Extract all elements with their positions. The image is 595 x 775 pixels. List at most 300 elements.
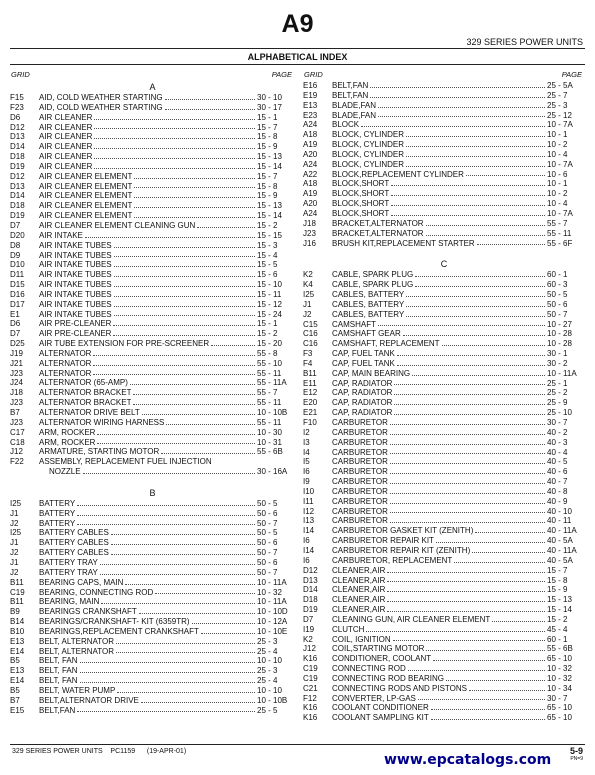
leader-dots xyxy=(94,168,255,169)
leader-dots xyxy=(406,136,545,137)
index-entry xyxy=(303,101,585,111)
page-ref: 50 - 7 xyxy=(547,309,568,319)
page-ref: 15 - 7 xyxy=(257,122,278,132)
leader-dots xyxy=(390,483,545,484)
grid-ref: K16 xyxy=(303,654,318,664)
index-entry xyxy=(303,140,585,150)
leader-dots xyxy=(201,633,255,634)
index-entry xyxy=(303,379,585,389)
page-ref: 10 - 28 xyxy=(547,339,572,349)
index-entry xyxy=(10,172,295,182)
page-ref: 15 - 1 xyxy=(257,112,278,122)
index-entry xyxy=(10,676,295,686)
index-entry xyxy=(303,120,585,130)
entry-description: AIR INTAKE TUBES xyxy=(39,260,112,270)
leader-dots xyxy=(391,195,545,196)
index-entry xyxy=(10,359,295,369)
leader-dots xyxy=(390,503,545,504)
leader-dots xyxy=(77,505,255,506)
entry-description: CABLES, BATTERY xyxy=(332,290,405,300)
entry-description: BELT, ALTERNATOR xyxy=(39,636,114,646)
page-ref: 10 - 2 xyxy=(547,140,568,150)
page-ref: 15 - 13 xyxy=(257,201,282,211)
leader-dots xyxy=(390,453,545,454)
index-entry xyxy=(10,696,295,706)
entry-description: CARBURETOR GASKET KIT (ZENITH) xyxy=(332,526,474,536)
grid-ref: I6 xyxy=(303,467,310,477)
index-entry xyxy=(10,191,295,201)
leader-dots xyxy=(387,611,545,612)
page-ref: 60 - 1 xyxy=(547,270,568,280)
entry-description: COOLANT CONDITIONER xyxy=(332,703,429,713)
index-entry xyxy=(303,270,585,280)
page-ref: 30 - 10 xyxy=(257,93,282,102)
grid-ref: F3 xyxy=(303,349,313,359)
entry-description: CARBURETOR xyxy=(332,418,388,427)
leader-dots xyxy=(114,296,255,297)
page-ref: 30 - 7 xyxy=(547,418,568,427)
leader-dots xyxy=(139,613,255,614)
index-entry xyxy=(10,568,295,578)
entry-description: ARM, ROCKER xyxy=(39,427,96,437)
grid-ref: D13 xyxy=(10,181,25,191)
grid-ref: I25 xyxy=(10,498,22,508)
leader-dots xyxy=(394,394,545,395)
grid-ref: D19 xyxy=(10,211,25,221)
leader-dots xyxy=(165,99,255,100)
leader-dots xyxy=(387,601,545,602)
index-entry xyxy=(10,162,295,172)
index-entry xyxy=(303,229,585,239)
entry-description: ALTERNATOR BRACKET xyxy=(39,398,132,408)
leader-dots xyxy=(370,97,545,98)
grid-ref: J16 xyxy=(303,238,316,248)
entry-description: BATTERY CABLES xyxy=(39,538,109,548)
index-entry xyxy=(10,617,295,627)
index-entry xyxy=(303,615,585,625)
grid-ref: D6 xyxy=(10,319,21,329)
page-header: PAGE xyxy=(271,70,292,79)
grid-ref: E23 xyxy=(303,110,318,120)
page-ref: 15 - 2 xyxy=(547,614,568,624)
leader-dots xyxy=(418,699,545,700)
grid-ref: C21 xyxy=(303,683,318,693)
index-entry xyxy=(303,644,585,654)
leader-dots xyxy=(403,335,545,336)
grid-ref: B11 xyxy=(10,577,24,587)
leader-dots xyxy=(111,544,255,545)
entry-description: ALTERNATOR WIRING HARNESS xyxy=(39,417,165,427)
leader-dots xyxy=(394,414,545,415)
entry-description: CABLE, SPARK PLUG xyxy=(332,270,414,280)
grid-ref: I2 xyxy=(303,427,310,437)
index-entry xyxy=(10,418,295,428)
page-ref: 25 - 1 xyxy=(547,378,568,388)
leader-dots xyxy=(125,584,255,585)
entry-description: CAP, RADIATOR xyxy=(332,378,393,388)
grid-ref: J2 xyxy=(10,567,19,577)
index-entry xyxy=(10,538,295,548)
index-entry xyxy=(10,123,295,133)
grid-ref: D13 xyxy=(10,132,25,142)
index-entry xyxy=(10,290,295,300)
page-ref: 30 - 16A xyxy=(257,467,288,477)
entry-description: BELT, FAN xyxy=(39,656,78,666)
page-ref: 10 - 27 xyxy=(547,319,572,329)
leader-dots xyxy=(94,128,255,129)
grid-ref: B5 xyxy=(10,685,20,695)
index-title-rule xyxy=(10,64,585,65)
leader-dots xyxy=(130,384,255,385)
entry-description: CLEANER,AIR xyxy=(332,565,386,575)
page-ref: 10 - 10D xyxy=(257,607,288,617)
index-entry xyxy=(303,219,585,229)
leader-dots xyxy=(165,109,255,110)
index-entry xyxy=(10,597,295,607)
grid-ref: D12 xyxy=(10,171,25,181)
page-ref: 55 - 11 xyxy=(547,228,572,238)
index-entry xyxy=(10,666,295,676)
leader-dots xyxy=(361,126,545,127)
grid-ref: A20 xyxy=(303,149,318,159)
index-entry xyxy=(10,588,295,598)
grid-ref: K16 xyxy=(303,713,318,723)
page-ref: 55 - 11 xyxy=(257,368,282,378)
grid-ref: A18 xyxy=(303,179,318,189)
leader-dots xyxy=(94,158,255,159)
index-entry xyxy=(303,170,585,180)
index-entry xyxy=(10,647,295,657)
grid-ref: J23 xyxy=(303,228,316,238)
leader-dots xyxy=(85,237,255,238)
index-entry xyxy=(10,509,295,519)
entry-description: CLUTCH xyxy=(332,624,365,634)
entry-description: CAP, FUEL TANK xyxy=(332,358,395,368)
page-ref: 10 - 11A xyxy=(257,577,287,587)
entry-description: CAP, FUEL TANK xyxy=(332,349,395,359)
index-entry xyxy=(303,408,585,418)
grid-ref: D6 xyxy=(10,112,21,122)
entry-description: AIR INTAKE xyxy=(39,230,83,240)
leader-dots xyxy=(466,175,545,176)
leader-dots xyxy=(431,709,545,710)
page-ref: 15 - 2 xyxy=(257,329,278,339)
grid-ref: J18 xyxy=(303,218,316,228)
leader-dots xyxy=(114,315,255,316)
page-ref: 15 - 13 xyxy=(257,152,282,162)
grid-ref: I10 xyxy=(303,486,315,496)
entry-description: BLOCK,SHORT xyxy=(332,179,390,189)
grid-ref: D25 xyxy=(10,339,25,349)
grid-header: GRID xyxy=(11,70,30,79)
page-ref: 30 - 17 xyxy=(257,102,282,112)
index-entry xyxy=(10,438,295,448)
index-entry xyxy=(303,703,585,713)
page-ref: 10 - 11A xyxy=(547,368,577,378)
entry-description: CAMSHAFT xyxy=(332,319,376,329)
index-entry xyxy=(303,526,585,536)
index-entry xyxy=(10,201,295,211)
page-ref: 10 - 10B xyxy=(257,408,288,417)
leader-dots xyxy=(97,443,255,444)
grid-ref: A20 xyxy=(303,199,318,209)
grid-ref: E14 xyxy=(10,676,25,686)
leader-dots xyxy=(397,365,545,366)
grid-ref: E13 xyxy=(303,100,318,110)
leader-dots xyxy=(134,217,255,218)
entry-description: CARBURETOR xyxy=(332,437,388,447)
leader-dots xyxy=(134,197,255,198)
index-entry xyxy=(303,507,585,517)
leader-dots xyxy=(426,650,545,651)
grid-ref: I14 xyxy=(303,526,315,536)
entry-description: BELT,FAN xyxy=(332,90,369,100)
index-entry xyxy=(303,369,585,379)
entry-description: BLOCK,REPLACEMENT CYLINDER xyxy=(332,169,464,179)
page-ref: 10 - 32 xyxy=(547,673,572,683)
page-ref: 10 - 4 xyxy=(547,199,568,209)
leader-dots xyxy=(113,325,255,326)
leader-dots xyxy=(426,235,545,236)
index-entry xyxy=(303,239,585,249)
page-ref: 10 - 34 xyxy=(547,683,572,693)
page-ref: 10 - 7A xyxy=(547,120,573,130)
leader-dots xyxy=(390,463,545,464)
leader-dots xyxy=(406,146,545,147)
grid-ref: K16 xyxy=(303,703,318,713)
grid-ref: E13 xyxy=(10,666,25,676)
leader-dots xyxy=(77,515,255,516)
page-ref: 10 - 7A xyxy=(547,159,573,169)
grid-ref: I11 xyxy=(303,496,314,506)
leader-dots xyxy=(83,473,255,474)
leader-dots xyxy=(94,138,255,139)
page-ref: 30 - 7 xyxy=(547,693,568,703)
page-ref: 15 - 7 xyxy=(547,565,568,575)
leader-dots xyxy=(161,453,255,454)
leader-dots xyxy=(394,404,545,405)
entry-description: CARBURETOR xyxy=(332,496,388,506)
page-ref: 40 - 9 xyxy=(547,496,568,506)
index-entry xyxy=(303,556,585,566)
leader-dots xyxy=(114,286,255,287)
grid-ref: A24 xyxy=(303,159,318,169)
page-ref: 50 - 6 xyxy=(257,538,278,548)
index-entry xyxy=(303,595,585,605)
leader-dots xyxy=(134,187,255,188)
entry-description: AIR CLEANER ELEMENT CLEANING GUN xyxy=(39,220,196,230)
grid-ref: J21 xyxy=(10,358,23,368)
leader-dots xyxy=(472,552,545,553)
grid-ref: J12 xyxy=(303,644,316,654)
grid-ref: B10 xyxy=(10,626,25,636)
page-ref: 55 - 10 xyxy=(257,358,282,368)
page-ref: 10 - 11A xyxy=(257,597,287,607)
grid-ref: F12 xyxy=(303,693,317,703)
page-ref: 40 - 2 xyxy=(547,427,568,437)
entry-description: BLADE,FAN xyxy=(332,110,377,120)
leader-dots xyxy=(117,692,255,693)
index-title: ALPHABETICAL INDEX xyxy=(247,52,348,62)
grid-header: GRID xyxy=(304,70,323,79)
grid-ref: K4 xyxy=(303,280,313,290)
index-entry xyxy=(303,605,585,615)
entry-description: BATTERY CABLES xyxy=(39,528,109,538)
page-ref: 55 - 7 xyxy=(257,388,278,398)
leader-dots xyxy=(406,156,545,157)
page-ref: 50 - 7 xyxy=(257,548,278,558)
page-ref: 40 - 6 xyxy=(547,467,568,477)
grid-ref: D13 xyxy=(303,575,318,585)
page-ref: 65 - 10 xyxy=(547,713,572,723)
entry-description: BEARINGS CRANKSHAFT xyxy=(39,607,137,617)
index-entry xyxy=(10,231,295,241)
entry-description: AIR INTAKE TUBES xyxy=(39,289,112,299)
entry-description: BATTERY TRAY xyxy=(39,567,98,577)
grid-ref: D19 xyxy=(10,161,25,171)
page-ref: 60 - 3 xyxy=(547,280,568,290)
leader-dots xyxy=(406,166,545,167)
index-entry xyxy=(303,674,585,684)
page-ref: 10 - 32 xyxy=(257,587,282,597)
index-entry xyxy=(303,694,585,704)
grid-ref: A22 xyxy=(303,169,318,179)
page-ref: 50 - 5 xyxy=(257,528,278,538)
page-ref: 40 - 11 xyxy=(547,516,572,526)
grid-ref: D7 xyxy=(303,614,314,624)
entry-description: AIR INTAKE TUBES xyxy=(39,280,112,290)
leader-dots xyxy=(94,119,255,120)
index-entry xyxy=(10,656,295,666)
entry-description: AIR INTAKE TUBES xyxy=(39,250,112,260)
entry-description: AIR TUBE EXTENSION FOR PRE-SCREENER xyxy=(39,339,210,349)
entry-description: ASSEMBLY, REPLACEMENT FUEL INJECTION xyxy=(39,457,212,467)
index-entry xyxy=(10,300,295,310)
grid-ref: K2 xyxy=(303,634,313,644)
grid-ref: I9 xyxy=(303,477,310,487)
entry-description: AIR CLEANER xyxy=(39,142,93,152)
leader-dots xyxy=(141,702,255,703)
page-ref: 15 - 8 xyxy=(547,575,568,585)
leader-dots xyxy=(390,522,545,523)
entry-description: BLOCK xyxy=(332,120,360,130)
grid-ref: B14 xyxy=(10,617,25,627)
page-ref: 30 - 2 xyxy=(547,358,568,368)
grid-ref: E11 xyxy=(303,378,317,388)
page-ref: 15 - 4 xyxy=(257,250,278,260)
index-entry xyxy=(303,428,585,438)
index-entry xyxy=(303,585,585,595)
entry-description: AIR CLEANER xyxy=(39,152,93,162)
page-ref: 55 - 6B xyxy=(257,447,283,457)
page-ref: 15 - 9 xyxy=(547,585,568,595)
entry-description: AIR INTAKE TUBES xyxy=(39,309,112,319)
grid-ref: J12 xyxy=(10,447,23,457)
grid-ref: D12 xyxy=(303,565,318,575)
index-entry xyxy=(303,566,585,576)
index-entry xyxy=(303,280,585,290)
index-entry xyxy=(10,329,295,339)
index-entry xyxy=(303,388,585,398)
grid-ref: I5 xyxy=(303,457,310,467)
entry-description: BATTERY xyxy=(39,518,76,528)
grid-ref: A19 xyxy=(303,189,318,199)
page-ref: 15 - 14 xyxy=(257,211,282,221)
leader-dots xyxy=(426,225,545,226)
entry-description: BLOCK,SHORT xyxy=(332,208,390,218)
grid-ref: D7 xyxy=(10,220,21,230)
page-ref: 15 - 13 xyxy=(547,595,572,605)
leader-dots xyxy=(134,207,255,208)
index-entry xyxy=(10,251,295,261)
entry-description: CAP, MAIN BEARING xyxy=(332,368,411,378)
page-ref: 40 - 5 xyxy=(547,457,568,467)
index-entry xyxy=(303,160,585,170)
index-entry xyxy=(303,189,585,199)
entry-description: CARBURETOR REPAIR KIT (ZENITH) xyxy=(332,545,471,555)
entry-description: CARBURETOR xyxy=(332,486,388,496)
entry-description: BATTERY TRAY xyxy=(39,557,98,567)
grid-ref: A19 xyxy=(303,140,318,150)
grid-ref: D14 xyxy=(10,191,25,201)
index-entry xyxy=(303,111,585,121)
page-ref: 15 - 1 xyxy=(257,319,278,329)
leader-dots xyxy=(492,621,545,622)
entry-description: CLEANING GUN, AIR CLEANER ELEMENT xyxy=(332,614,491,624)
page-ref: 15 - 8 xyxy=(257,181,278,191)
grid-ref: J23 xyxy=(10,417,23,427)
leader-dots xyxy=(100,574,255,575)
grid-ref: D14 xyxy=(10,142,25,152)
leader-dots xyxy=(111,534,255,535)
grid-ref: C15 xyxy=(303,319,318,329)
page-ref: 25 - 3 xyxy=(547,100,568,110)
entry-description: CARBURETOR REPAIR KIT xyxy=(332,536,434,546)
index-entry xyxy=(10,142,295,152)
page-ref: 10 - 10B xyxy=(257,695,288,705)
leader-dots xyxy=(393,640,545,641)
leader-dots xyxy=(93,365,255,366)
grid-ref: A24 xyxy=(303,208,318,218)
page-ref: 55 - 7 xyxy=(547,218,568,228)
page-ref: 10 - 6 xyxy=(547,169,568,179)
page-ref: 10 - 10 xyxy=(257,685,282,695)
left-column xyxy=(10,70,295,715)
leader-dots xyxy=(454,562,545,563)
page-ref: 25 - 5 xyxy=(257,705,278,715)
entry-description: COIL,STARTING MOTOR xyxy=(332,644,425,654)
leader-dots xyxy=(391,215,545,216)
entry-description: AID, COLD WEATHER STARTING xyxy=(39,93,163,102)
page-ref: 10 - 2 xyxy=(547,189,568,199)
page-ref: 40 - 7 xyxy=(547,477,568,487)
grid-ref: I25 xyxy=(303,290,315,300)
grid-ref: D18 xyxy=(10,152,25,162)
grid-ref: I25 xyxy=(10,528,22,538)
grid-ref: E15 xyxy=(10,705,25,715)
entry-description: BLOCK, CYLINDER xyxy=(332,149,405,159)
page-ref: 15 - 9 xyxy=(257,191,278,201)
index-entry xyxy=(303,654,585,664)
index-entry xyxy=(303,713,585,723)
entry-description: AID, COLD WEATHER STARTING xyxy=(39,102,163,112)
entry-description: BEARINGS/CRANKSHAFT- KIT (6359TR) xyxy=(39,617,190,627)
grid-ref: A18 xyxy=(303,130,318,140)
leader-dots xyxy=(166,424,255,425)
entry-description: CABLE, SPARK PLUG xyxy=(332,280,414,290)
page-ref: 10 - 30 xyxy=(257,427,282,437)
leader-dots xyxy=(387,572,545,573)
